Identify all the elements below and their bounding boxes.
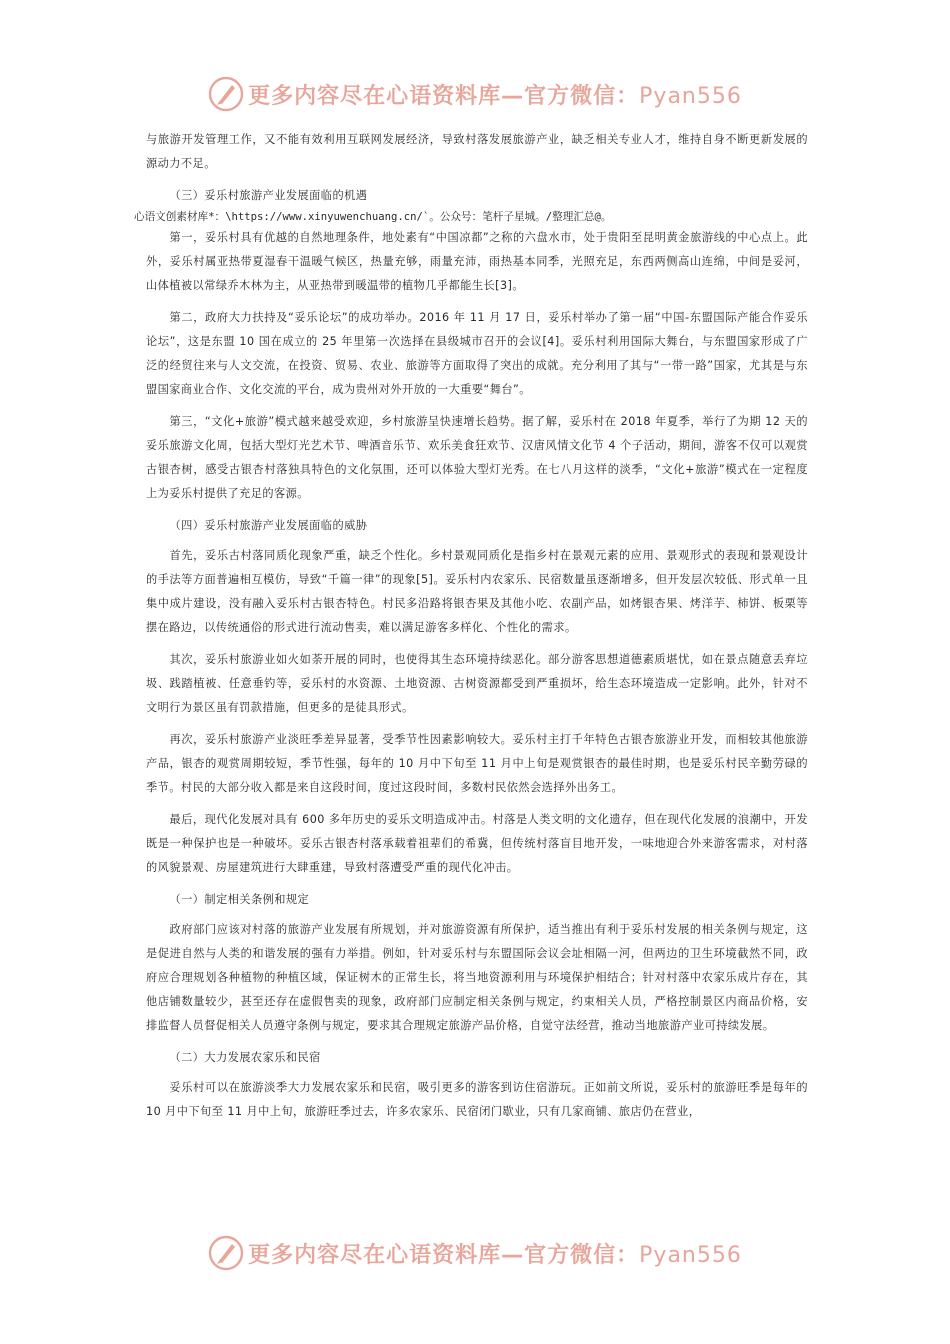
paragraph: 最后，现代化发展对具有 600 多年历史的妥乐文明造成冲击。村落是人类文明的文化遗存，但在现代化发展的浪潮中，开发既是一种保护也是一种破坏。妥乐古银杏村落承载着祖辈们的希冀，但传统村落盲目地开发，一味地迎合外来游客需求，对村落的风貌景观、房屋建筑进行大肆重建，导致村落遭受严重的现代化冲击。 [146,813,808,874]
paragraph: 其次，妥乐村旅游业如火如荼开展的同时，也使得其生态环境持续恶化。部分游客思想道德素质堪忧，如在景点随意丢弃垃圾、践踏植被、任意垂钓等，妥乐村的水资源、土地资源、古树资源都受到严重损坏，给生态环境造成一定影响。此外，针对不文明行为景区虽有罚款措施，但更多的是徒具形式。 [146,653,808,714]
section-heading: （三）妥乐村旅游产业发展面临的机遇 [169,189,368,202]
paragraph: 政府部门应该对村落的旅游产业发展有所规划，并对旅游资源有所保护，适当推出有利于妥乐村发展的相关条例与规定，这是促进自然与人类的和谐发展的强有力举措。例如，针对妥乐村与东盟国际会议会址相隔一河，但两边的卫生环境截然不同，政府应合理规划各种植物的种植区域，保证树木的正常生长，将当地资源利用与环境保护相结合；针对村落中农家乐成片存在，其他店铺数量较少，甚至还存在虚假售卖的现象，政府部门应制定相关条例与规定，约束相关人员，严格控制景区内商品价格，安排监督人员督促相关人员遵守条例与规定，要求其合理规定旅游产品价格，自觉守法经营，推动当地旅游产业可持续发展。 [146,923,808,1032]
watermark-line: 心语文创素材库*：\https://www.xinyuwenchuang.cn/`。公众号：笔杆子星城。/整理汇总@。 [134,211,612,223]
paragraph: 再次，妥乐村旅游产业淡旺季差异显著，受季节性因素影响较大。妥乐村主打千年特色古银杏旅游业开发，而相较其他旅游产品，银杏的观赏周期较短，季节性强，每年的 10 月中下旬至 11 月中上旬是观赏银杏的最佳时期，也是妥乐村民辛勤劳碌的季节。村民的大部分收入都是来自这段时间，度过这段时间，多数村民依然会选择外出务工。 [146,733,808,794]
paragraph: 第二，政府大力扶持及“妥乐论坛”的成功举办。2016 年 11 月 17 日，妥乐村举办了第一届“中国-东盟国际产能合作妥乐论坛”，这是东盟 10 国在成立的 25 年里第一次选择在县级城市召开的会议[4]。妥乐村利用国际大舞台，与东盟国家形成了广泛的经贸往来与人文交流，在投资、贸易、农业、旅游等方面取得了突出的成就。充分利用了其与“一带一路”国家，尤其是与东盟国家商业合作、文化交流的平台，成为贵州对外开放的一大重要“舞台”。 [146,311,808,396]
wechat-id: Pyan556 [639,83,742,109]
pen-nib-logo-icon [208,76,244,112]
section-heading: （一）制定相关条例和规定 [169,893,310,906]
footer-banner [0,1231,950,1275]
paragraph: 第三，“文化+旅游”模式越来越受欢迎，乡村旅游呈快速增长趋势。据了解，妥乐村在 2018 年夏季，举行了为期 12 天的妥乐旅游文化周，包括大型灯光艺术节、啤酒音乐节、欢乐美食狂欢节、汉唐风情文化节 4 个子活动，期间，游客不仅可以观赏古银杏树，感受古银杏村落独具特色的文化氛围，还可以体验大型灯光秀。在七八月这样的淡季，“文化+旅游”模式在一定程度上为妥乐村提供了充足的客源。 [146,415,808,500]
paragraph: 第一，妥乐村具有优越的自然地理条件，地处素有“中国凉都”之称的六盘水市，处于贵阳至昆明黄金旅游线的中心点上。此外，妥乐村属亚热带夏湿春干温暖气候区，热量充够，雨量充沛，雨热基本同季，光照充足，东西两侧高山连绵，中间是妥河，山体植被以常绿乔木林为主，从亚热带到暖温带的植物几乎都能生长[3]。 [146,231,808,292]
banner-text: 更多内容尽在心语资料库—官方微信：Pyan556 [248,1242,742,1268]
section-heading: （二）大力发展农家乐和民宿 [169,1051,321,1064]
document-body [134,128,808,1132]
pen-nib-logo-icon [208,1235,244,1271]
paragraph: 首先，妥乐古村落同质化现象严重，缺乏个性化。乡村景观同质化是指乡村在景观元素的应用、景观形式的表现和景观设计的手法等方面普遍相互模仿，导致“千篇一律”的现象[5]。妥乐村内农家乐、民宿数量虽逐渐增多，但开发层次较低、形式单一且集中成片建设，没有融入妥乐村古银杏特色。村民多沿路将银杏果及其他小吃、农副产品，如烤银杏果、烤洋芋、柿饼、板栗等摆在路边，以传统通俗的形式进行流动售卖，难以满足游客多样化、个性化的需求。 [146,549,808,634]
paragraph: 妥乐村可以在旅游淡季大力发展农家乐和民宿，吸引更多的游客到访住宿游玩。正如前文所说，妥乐村的旅游旺季是每年的 10 月中下旬至 11 月中上旬，旅游旺季过去，许多农家乐、民宿闭门歇业，只有几家商铺、旅店仍在营业， [146,1081,808,1118]
paragraph: 与旅游开发管理工作，又不能有效利用互联网发展经济，导致村落发展旅游产业，缺乏相关专业人才，维持自身不断更新发展的源动力不足。 [146,133,808,170]
banner-text: 更多内容尽在心语资料库—官方微信：Pyan556 [248,83,742,109]
section-heading: （四）妥乐村旅游产业发展面临的威胁 [169,519,368,532]
header-banner [0,72,950,116]
wechat-id: Pyan556 [639,1242,742,1268]
